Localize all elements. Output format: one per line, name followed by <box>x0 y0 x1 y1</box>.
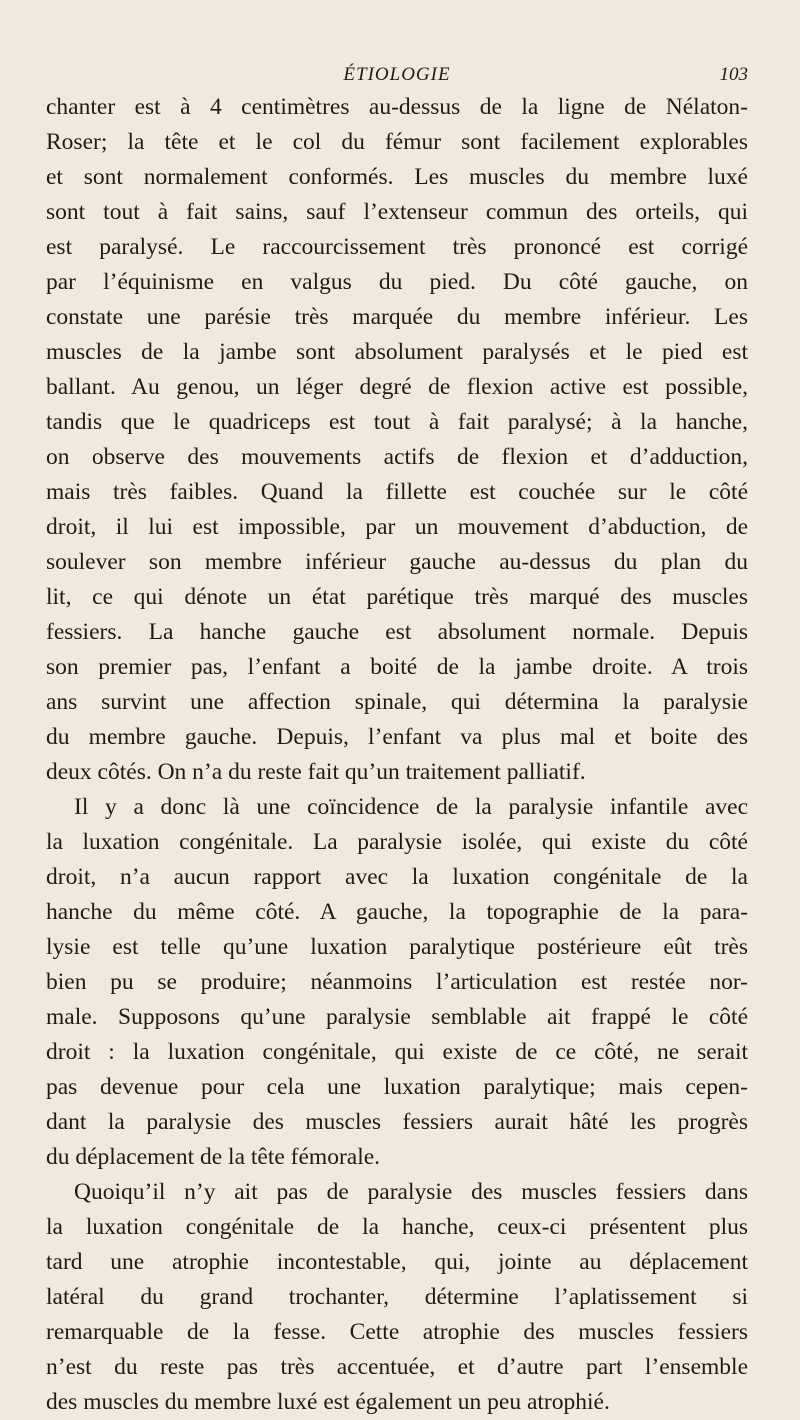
text-line: remarquable de la fesse. Cette atrophie des muscles fessiers <box>46 1319 748 1345</box>
text-line: Roser; la tête et le col du fémur sont facilement explorables <box>46 129 748 155</box>
page-number: 103 <box>719 64 748 85</box>
text-line: chanter est à 4 centimètres au-dessus de la ligne de Nélaton- <box>46 94 748 120</box>
text-line: muscles de la jambe sont absolument paralysés et le pied est <box>46 339 748 365</box>
text-line: tard une atrophie incontestable, qui, jointe au déplacement <box>46 1249 748 1275</box>
text-line: droit : la luxation congénitale, qui existe de ce côté, ne serait <box>46 1039 748 1065</box>
text-line: son premier pas, l’enfant a boité de la jambe droite. A trois <box>46 654 748 680</box>
text-line: droit, n’a aucun rapport avec la luxation congénitale de la <box>46 864 748 890</box>
text-line: est paralysé. Le raccourcissement très prononcé est corrigé <box>46 234 748 260</box>
text-line: Il y a donc là une coïncidence de la paralysie infantile avec <box>74 794 748 820</box>
text-line: bien pu se produire; néanmoins l’articulation est restée nor- <box>46 969 748 995</box>
body-text <box>46 90 748 1420</box>
text-line: mais très faibles. Quand la fillette est couchée sur le côté <box>46 479 748 505</box>
running-title: ÉTIOLOGIE <box>343 64 451 85</box>
text-line: la luxation congénitale. La paralysie isolée, qui existe du côté <box>46 829 748 855</box>
text-line: du déplacement de la tête fémorale. <box>46 1144 381 1170</box>
text-line: pas devenue pour cela une luxation paralytique; mais cepen- <box>46 1074 748 1100</box>
text-line: des muscles du membre luxé est également un peu atrophié. <box>46 1389 610 1415</box>
text-line: on observe des mouvements actifs de flexion et d’adduction, <box>46 444 748 470</box>
text-line: ans survint une affection spinale, qui détermina la paralysie <box>46 689 748 715</box>
text-line: hanche du même côté. A gauche, la topographie de la para- <box>46 899 748 925</box>
text-line: lysie est telle qu’une luxation paralytique postérieure eût très <box>46 934 748 960</box>
text-line: deux côtés. On n’a du reste fait qu’un traitement palliatif. <box>46 759 586 785</box>
text-line: fessiers. La hanche gauche est absolument normale. Depuis <box>46 619 748 645</box>
text-line: et sont normalement conformés. Les muscles du membre luxé <box>46 164 748 190</box>
text-line: n’est du reste pas très accentuée, et d’autre part l’ensemble <box>46 1354 748 1380</box>
text-line: ballant. Au genou, un léger degré de flexion active est possible, <box>46 374 748 400</box>
text-line: soulever son membre inférieur gauche au-dessus du plan du <box>46 549 748 575</box>
text-line: dant la paralysie des muscles fessiers aurait hâté les progrès <box>46 1109 748 1135</box>
text-line: tandis que le quadriceps est tout à fait paralysé; à la hanche, <box>46 409 748 435</box>
text-line: droit, il lui est impossible, par un mouvement d’abduction, de <box>46 514 748 540</box>
text-line: sont tout à fait sains, sauf l’extenseur commun des orteils, qui <box>46 199 748 225</box>
text-line: latéral du grand trochanter, détermine l’aplatissement si <box>46 1284 748 1310</box>
text-line: constate une parésie très marquée du membre inférieur. Les <box>46 304 748 330</box>
text-line: male. Supposons qu’une paralysie semblable ait frappé le côté <box>46 1004 748 1030</box>
running-head <box>46 64 748 90</box>
text-line: Quoiqu’il n’y ait pas de paralysie des muscles fessiers dans <box>74 1179 748 1205</box>
text-line: lit, ce qui dénote un état parétique très marqué des muscles <box>46 584 748 610</box>
text-line: la luxation congénitale de la hanche, ceux-ci présentent plus <box>46 1214 748 1240</box>
text-line: du membre gauche. Depuis, l’enfant va plus mal et boite des <box>46 724 748 750</box>
text-line: par l’équinisme en valgus du pied. Du côté gauche, on <box>46 269 748 295</box>
